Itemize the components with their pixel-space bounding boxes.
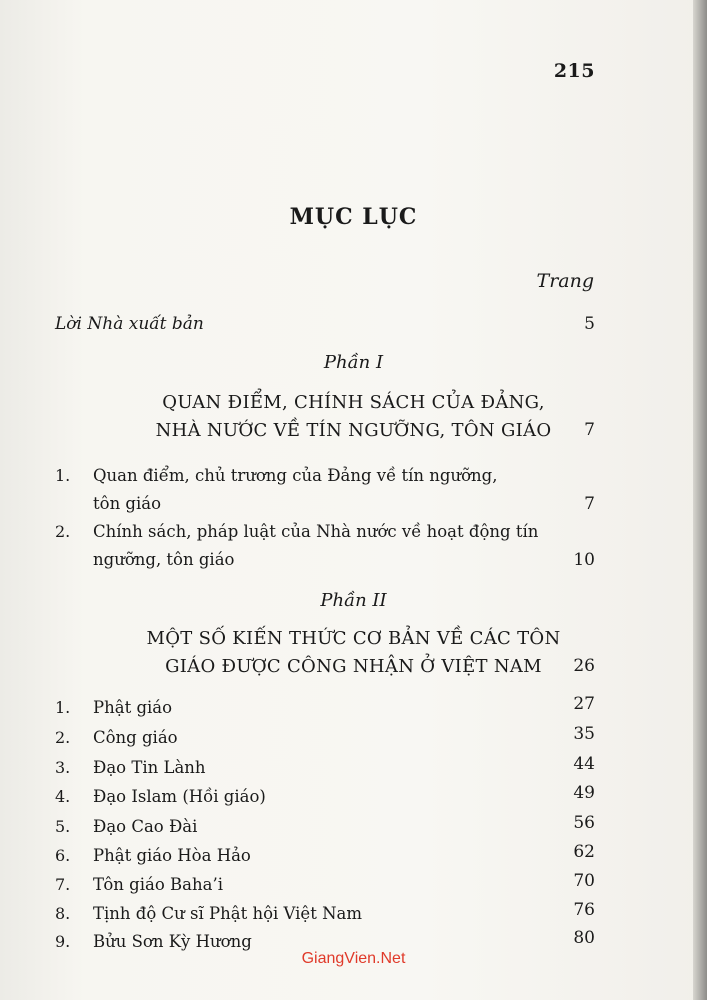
part2-item-page: 49 <box>573 783 595 803</box>
part2-item-index: 4. <box>55 787 71 806</box>
part2-item-page: 27 <box>573 694 595 714</box>
part2-item-page: 56 <box>573 813 595 833</box>
part1-item-1-page: 7 <box>584 494 595 514</box>
part2-label: Phần II <box>320 590 387 611</box>
part1-item-1-line1: Quan điểm, chủ trương của Đảng về tín ngưỡng, <box>93 466 498 485</box>
part2-item-index: 3. <box>55 758 71 777</box>
part2-item-label: Đạo Islam (Hồi giáo) <box>93 787 266 806</box>
part1-item-2-line2: ngưỡng, tôn giáo <box>93 550 235 569</box>
part2-item-page: 62 <box>573 842 595 862</box>
part2-item-label: Bửu Sơn Kỳ Hương <box>93 932 252 951</box>
part1-label: Phần I <box>323 352 384 373</box>
part2-title-line2: GIÁO ĐƯỢC CÔNG NHẬN Ở VIỆT NAM <box>165 656 542 677</box>
part2-item-page: 76 <box>573 900 595 920</box>
part1-title-line2: NHÀ NƯỚC VỀ TÍN NGƯỠNG, TÔN GIÁO <box>155 420 552 441</box>
part1-title-line1: QUAN ĐIỂM, CHÍNH SÁCH CỦA ĐẢNG, <box>162 392 545 413</box>
toc-page-preface: 5 <box>584 314 595 334</box>
part2-item-page: 44 <box>573 754 595 774</box>
part2-item-label: Phật giáo <box>93 698 173 717</box>
part2-item-index: 1. <box>55 698 71 717</box>
part2-item-page: 35 <box>573 724 595 744</box>
part2-item-page: 70 <box>573 871 595 891</box>
part1-item-1-line2: tôn giáo <box>93 494 162 513</box>
part2-item-index: 6. <box>55 846 71 865</box>
part2-item-label: Phật giáo Hòa Hảo <box>93 846 251 865</box>
part2-item-label: Tôn giáo Baha’i <box>93 875 223 894</box>
part1-item-index: 2. <box>55 522 71 541</box>
part2-item-label: Tịnh độ Cư sĩ Phật hội Việt Nam <box>93 904 362 923</box>
part2-title-line1: MỘT SỐ KIẾN THỨC CƠ BẢN VỀ CÁC TÔN <box>146 628 561 649</box>
part2-item-index: 8. <box>55 904 71 923</box>
part2-item-index: 2. <box>55 728 71 747</box>
toc-title: MỤC LỤC <box>289 204 418 230</box>
part1-item-index: 1. <box>55 466 71 485</box>
part2-item-index: 7. <box>55 875 71 894</box>
toc-entry-preface: Lời Nhà xuất bản <box>55 314 204 334</box>
part2-item-label: Công giáo <box>93 728 178 747</box>
part2-item-index: 9. <box>55 932 71 951</box>
part1-item-2-page: 10 <box>573 550 595 570</box>
page-edge-shadow <box>693 0 707 1000</box>
watermark-text: GiangVien.Net <box>301 950 406 967</box>
page-column-label: Trang <box>536 270 594 292</box>
part2-item-label: Đạo Tin Lành <box>93 758 206 777</box>
part2-item-label: Đạo Cao Đài <box>93 817 198 836</box>
part2-item-page: 80 <box>573 928 595 948</box>
part1-page: 7 <box>584 420 595 440</box>
part2-item-index: 5. <box>55 817 71 836</box>
part2-page: 26 <box>573 656 595 676</box>
part1-item-2-line1: Chính sách, pháp luật của Nhà nước về hoạt động tín <box>93 522 539 541</box>
page-number: 215 <box>553 60 595 82</box>
